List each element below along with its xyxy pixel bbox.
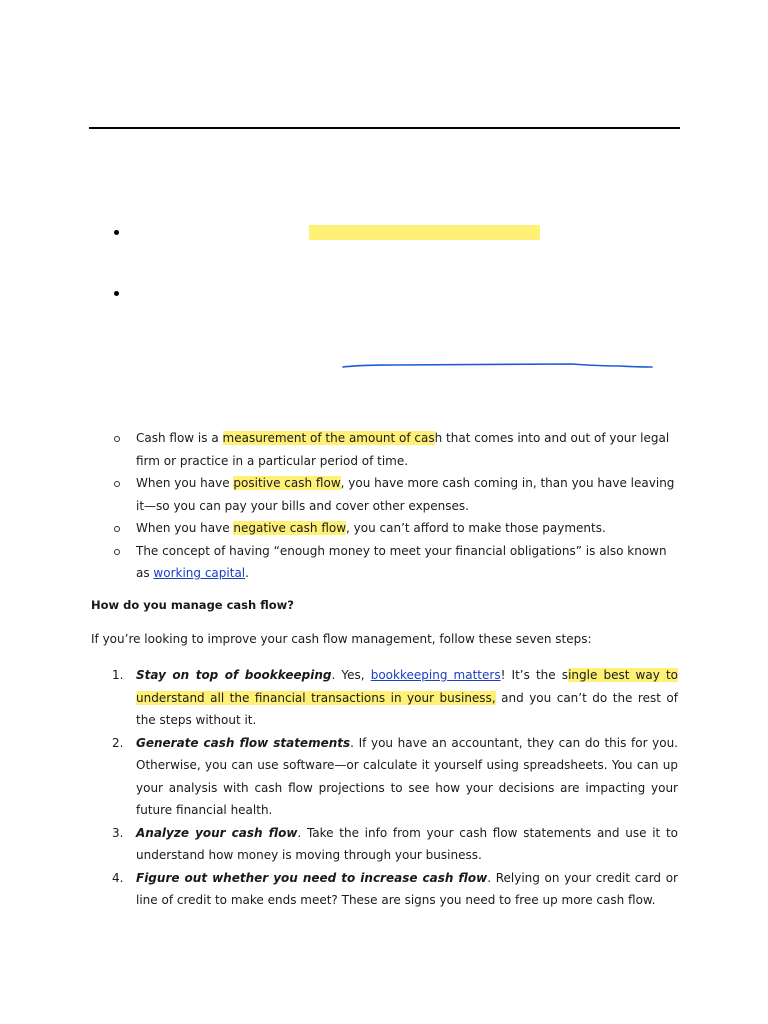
list-item: When you have positive cash flow, you have more cash coming in, than you have leaving it—so you can pay your bills and cover other expenses. bbox=[112, 472, 680, 517]
section-heading: How do you manage cash flow? bbox=[91, 598, 294, 612]
bullet-icon bbox=[114, 291, 119, 296]
step-item: 1. Stay on top of bookkeeping. Yes, bookkeeping matters! It’s the single best way to understand all the financial transactions in your business, and you can’t do the rest of the steps without it. bbox=[112, 664, 678, 732]
highlighted-text: ingle best way to understand all the financial transactions in your business, bbox=[136, 668, 679, 705]
list-item: The concept of having “enough money to meet your financial obligations” is also known as working capital. bbox=[112, 540, 680, 585]
bookkeeping-matters-link[interactable]: bookkeeping matters bbox=[370, 668, 501, 682]
highlight-mark bbox=[309, 225, 540, 240]
bullet-icon bbox=[114, 230, 119, 235]
step-number: 2. bbox=[112, 735, 124, 750]
circle-bullet-icon bbox=[114, 549, 120, 555]
highlighted-text: measurement of the amount of cas bbox=[222, 431, 435, 445]
highlighted-text: negative cash flow bbox=[233, 521, 347, 535]
step-title: Generate cash flow statements bbox=[136, 735, 351, 750]
step-number: 3. bbox=[112, 825, 124, 840]
highlighted-text: positive cash flow bbox=[233, 476, 341, 490]
step-item: 4. Figure out whether you need to increase cash flow. Relying on your credit card or line of credit to make ends meet? These are signs you need to free up more cash flow. bbox=[112, 867, 678, 912]
circle-bullet-icon bbox=[114, 436, 120, 442]
step-title: Stay on top of bookkeeping bbox=[136, 668, 332, 682]
intro-paragraph: If you’re looking to improve your cash flow management, follow these seven steps: bbox=[91, 632, 592, 646]
steps-list bbox=[112, 664, 678, 912]
step-title: Analyze your cash flow bbox=[136, 825, 298, 840]
circle-bullet-icon bbox=[114, 481, 120, 487]
pen-stroke-line bbox=[340, 358, 656, 372]
list-item: Cash flow is a measurement of the amount of cash that comes into and out of your legal firm or practice in a particular period of time. bbox=[112, 427, 680, 472]
horizontal-rule bbox=[89, 127, 680, 129]
step-item: 3. Analyze your cash flow. Take the info from your cash flow statements and use it to understand how money is moving through your business. bbox=[112, 822, 678, 867]
step-number: 1. bbox=[112, 668, 124, 682]
circle-bullet-icon bbox=[114, 526, 120, 532]
step-item: 2. Generate cash flow statements. If you have an accountant, they can do this for you. Otherwise, you can use software—or calculate it yourself using spreadsheets. You can up your analysis with cash flow projections to see how your decisions are impacting your future financial health. bbox=[112, 732, 678, 822]
working-capital-link[interactable]: working capital bbox=[153, 566, 246, 580]
cash-flow-definition-list bbox=[112, 427, 680, 585]
list-item: When you have negative cash flow, you can’t afford to make those payments. bbox=[112, 517, 680, 540]
step-number: 4. bbox=[112, 870, 124, 885]
step-title: Figure out whether you need to increase cash flow bbox=[136, 870, 488, 885]
